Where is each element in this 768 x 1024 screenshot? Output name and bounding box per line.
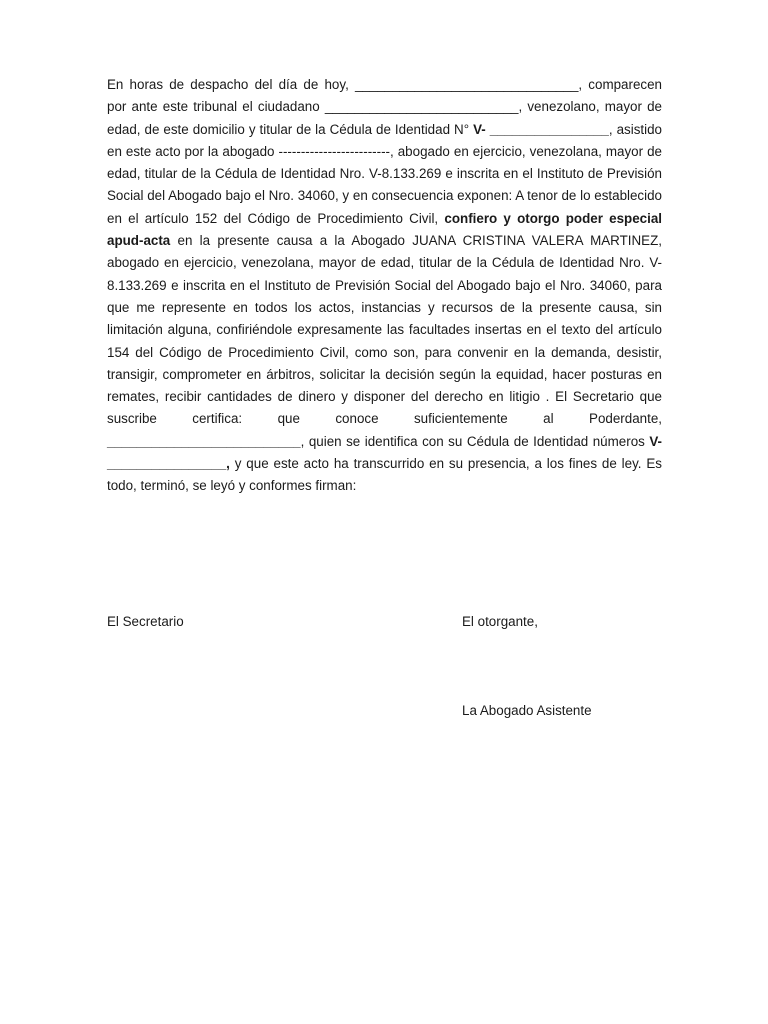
id-number-blank-2: V-________________,	[107, 433, 662, 472]
id-number-blank-1: V- ________________	[473, 121, 609, 137]
paragraph-text-5: y que este acto ha transcurrido en su presencia, a los fines de ley. Es todo, terminó, se leyó y conformes firman:	[107, 456, 662, 494]
signature-abogado-asistente: La Abogado Asistente	[462, 703, 592, 718]
signature-otorgante: El otorgante,	[462, 614, 538, 629]
power-of-attorney-paragraph	[107, 74, 662, 498]
grant-clause: confiero y otorgo poder especial apud-acta	[107, 210, 662, 249]
grantor-name-blank: __________________________	[107, 433, 301, 449]
paragraph-text-1: En horas de despacho del día de hoy, ______________________________, comparecen por ante este tribunal el ciudadano __________________________, venezolano, mayor de edad, de este domicilio y titular de la Cédula de Identidad N°	[107, 77, 662, 137]
paragraph-text-2: , asistido en este acto por la abogado -------------------------, abogado en ejercicio, venezolana, mayor de edad, titular de la Cédula de Identidad Nro. V-8.133.269 e inscrita en el Instituto de Previsión Social del Abogado bajo el Nro. 34060, y en consecuencia exponen: A tenor de lo establecido en el artículo 152 del Código de Procedimiento Civil,	[107, 121, 663, 226]
paragraph-text-3: en la presente causa a la Abogado JUANA CRISTINA VALERA MARTINEZ, abogado en ejercicio, venezolana, mayor de edad, titular de la Cédula de Identidad Nro. V-8.133.269 e inscrita en el Instituto de Previsión Social del Abogado bajo el Nro. 34060, para que me represente en todos los actos, instancias y recursos de la presente causa, sin limitación alguna, confiriéndole expresamente las facultades insertas en el texto del artículo 154 del Código de Procedimiento Civil, como son, para convenir en la demanda, desistir, transigir, comprometer en árbitros, solicitar la decisión según la equidad, hacer posturas en remates, recibir cantidades de dinero y disponer del derecho en litigio . El Secretario que suscribe certifica: que conoce suficientemente al Poderdante,	[107, 233, 662, 427]
paragraph-text-4: , quien se identifica con su Cédula de Identidad números	[300, 433, 650, 449]
signature-secretario: El Secretario	[107, 614, 184, 629]
